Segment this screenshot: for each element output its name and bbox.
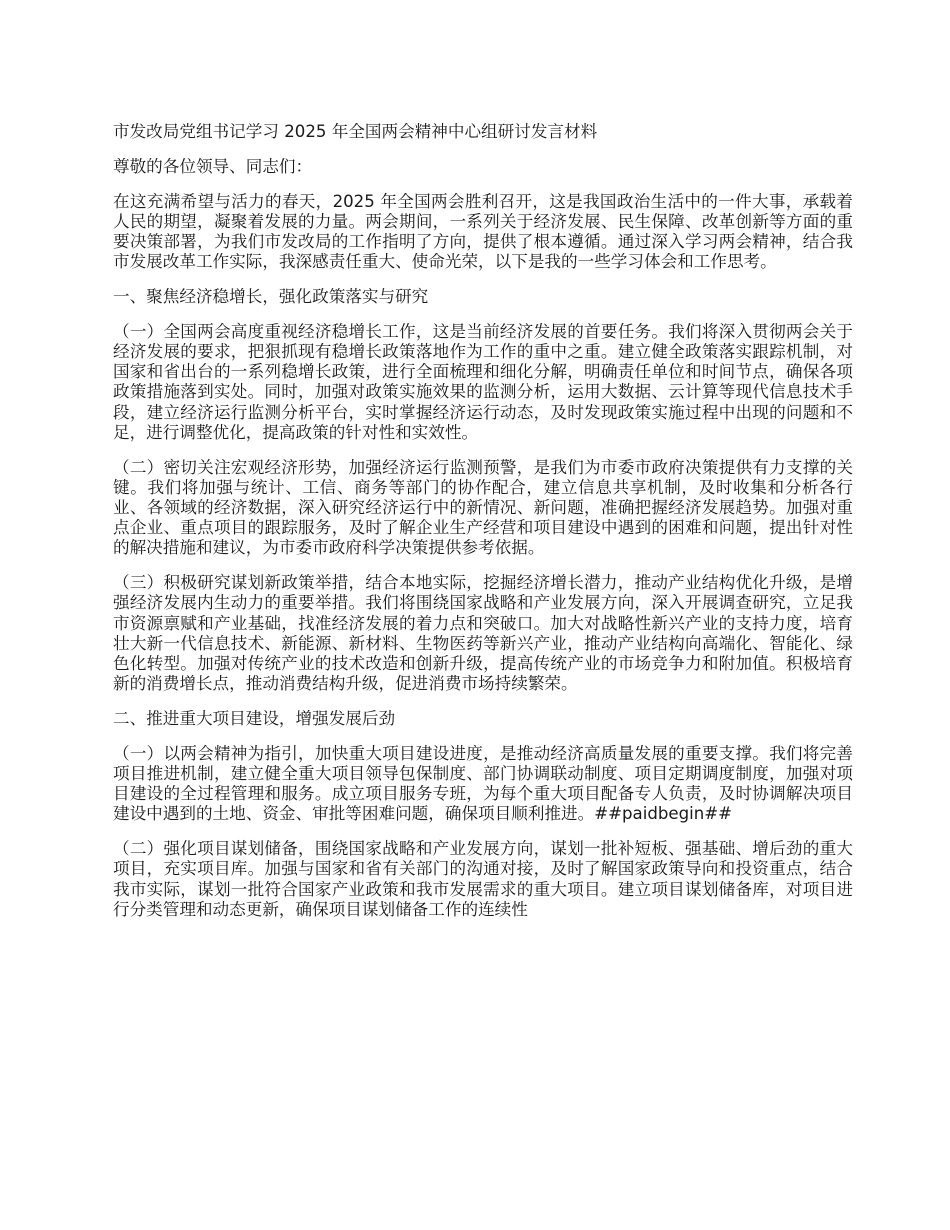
section-2-heading: 二、推进重大项目建设，增强发展后劲 [113,709,396,729]
salutation: 尊敬的各位领导、同志们： [113,156,313,176]
section-1-paragraph-2: （二）密切关注宏观经济形势，加强经济运行监测预警，是我们为市委市政府决策提供有力支撑的关键。我们将加强与统计、工信、商务等部门的协作配合，建立信息共享机制，及时收集和分析各行业、各领域的经济数据，深入研究经济运行中的新情况、新问题，准确把握经济发展趋势。加强对重点企业、重点项目的跟踪服务，及时了解企业生产经营和项目建设中遇到的困难和问题，提出针对性的解决措施和建议，为市委市政府科学决策提供参考依据。 [113,457,853,558]
section-1-paragraph-1: （一）全国两会高度重视经济稳增长工作，这是当前经济发展的首要任务。我们将深入贯彻两会关于经济发展的要求，把狠抓现有稳增长政策落地作为工作的重中之重。建立健全政策落实跟踪机制，对国家和省出台的一系列稳增长政策，进行全面梳理和细化分解，明确责任单位和时间节点，确保各项政策措施落到实处。同时，加强对政策实施效果的监测分析，运用大数据、云计算等现代信息技术手段，建立经济运行监测分析平台，实时掌握经济运行动态，及时发现政策实施过程中出现的问题和不足，进行调整优化，提高政策的针对性和实效性。 [113,321,853,442]
section-1-heading: 一、聚焦经济稳增长，强化政策落实与研究 [113,287,429,306]
section-2-paragraph-1: （一）以两会精神为指引，加快重大项目建设进度，是推动经济高质量发展的重要支撑。我们将完善项目推进机制，建立健全重大项目领导包保制度、部门协调联动制度、项目定期调度制度，加强对项目建设的全过程管理和服务。成立项目服务专班，为每个重大项目配备专人负责，及时协调解决项目建设中遇到的土地、资金、审批等困难问题，确保项目顺利推进。##paidbegin## [113,743,853,824]
document-body [113,122,853,935]
section-1-paragraph-3: （三）积极研究谋划新政策举措，结合本地实际，挖掘经济增长潜力，推动产业结构优化升级，是增强经济发展内生动力的重要举措。我们将围绕国家战略和产业发展方向，深入开展调查研究，立足我市资源禀赋和产业基础，找准经济发展的着力点和突破口。加大对战略性新兴产业的支持力度，培育壮大新一代信息技术、新能源、新材料、生物医药等新兴产业，推动产业结构向高端化、智能化、绿色化转型。加强对传统产业的技术改造和创新升级，提高传统产业的市场竞争力和附加值。积极培育新的消费增长点，推动消费结构升级，促进消费市场持续繁荣。 [113,573,853,694]
document-title: 市发改局党组书记学习 2025 年全国两会精神中心组研讨发言材料 [113,122,598,141]
intro-paragraph: 在这充满希望与活力的春天，2025 年全国两会胜利召开，这是我国政治生活中的一件大事，承载着人民的期望，凝聚着发展的力量。两会期间，一系列关于经济发展、民生保障、改革创新等方面的重要决策部署，为我们市发改局的工作指明了方向，提供了根本遵循。通过深入学习两会精神，结合我市发展改革工作实际，我深感责任重大、使命光荣，以下是我的一些学习体会和工作思考。 [113,191,853,272]
section-2-paragraph-2: （二）强化项目谋划储备，围绕国家战略和产业发展方向，谋划一批补短板、强基础、增后劲的重大项目，充实项目库。加强与国家和省有关部门的沟通对接，及时了解国家政策导向和投资重点，结合我市实际，谋划一批符合国家产业政策和我市发展需求的重大项目。建立项目谋划储备库，对项目进行分类管理和动态更新，确保项目谋划储备工作的连续性 [113,839,853,919]
